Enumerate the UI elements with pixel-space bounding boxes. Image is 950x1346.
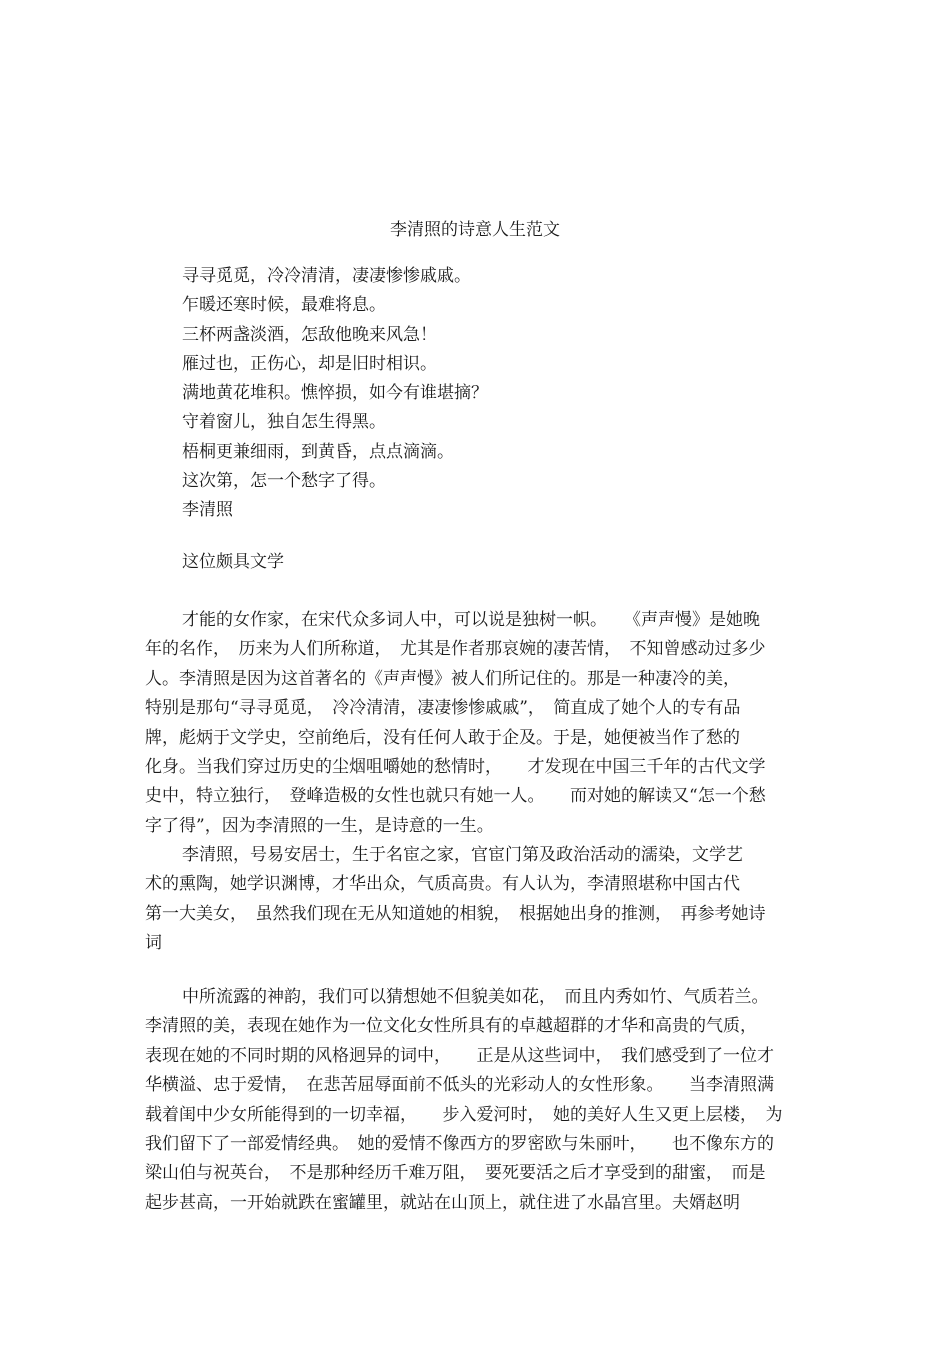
text-line: 特别是那句“寻寻觅觅， 冷冷清清，凄凄惨惨戚戚”， 简直成了她个人的专有品 (145, 698, 741, 719)
document-title: 李清照的诗意人生范文 (390, 220, 560, 240)
text-line: 词 (145, 933, 162, 954)
poem-line: 守着窗儿，独自怎生得黑。 (182, 412, 386, 433)
text-line: 才能的女作家，在宋代众多词人中，可以说是独树一帜。 《声声慢》是她晚 (182, 610, 760, 630)
poem-line: 梧桐更兼细雨，到黄昏，点点滴滴。 (182, 441, 454, 462)
text-line: 载着闺中少女所能得到的一切幸福， 步入爱河时， 她的美好人生又更上层楼， 为 (145, 1104, 783, 1125)
text-line: 起步甚高，一开始就跌在蜜罐里，就站在山顶上，就住进了水晶宫里。夫婿赵明 (145, 1192, 740, 1213)
text-line: 李清照，号易安居士，生于名宦之家，官宦门第及政治活动的濡染，文学艺 (182, 845, 743, 865)
text-line: 李清照的美，表现在她作为一位文化女性所具有的卓越超群的才华和高贵的气质， (145, 1016, 757, 1037)
section-subheading: 这位颇具文学 (182, 552, 284, 572)
poem-line: 寻寻觅觅，冷冷清清，凄凄惨惨戚戚。 (182, 266, 471, 286)
text-line: 我们留下了一部爱情经典。 她的爱情不像西方的罗密欧与朱丽叶， 也不像东方的 (145, 1133, 774, 1154)
paragraph-1 (145, 606, 805, 841)
text-line: 史中，特立独行， 登峰造极的女性也就只有她一人。 而对她的解读又“怎一个愁 (145, 786, 766, 807)
poem-block (182, 262, 802, 526)
paragraph-3 (145, 983, 805, 1218)
poem-line: 雁过也，正伤心，却是旧时相识。 (182, 353, 437, 374)
text-line: 牌，彪炳于文学史，空前绝后，没有任何人敢于企及。于是，她便被当作了愁的 (145, 727, 740, 748)
poem-author: 李清照 (182, 500, 233, 521)
poem-line: 这次第，怎一个愁字了得。 (182, 471, 386, 492)
text-line: 表现在她的不同时期的风格迥异的词中， 正是从这些词中， 我们感受到了一位才 (145, 1045, 774, 1066)
text-line: 中所流露的神韵，我们可以猜想她不但貌美如花， 而且内秀如竹、气质若兰。 (182, 987, 769, 1007)
text-line: 化身。当我们穿过历史的尘烟咀嚼她的愁情时， 才发现在中国三千年的古代文学 (145, 756, 766, 777)
text-line: 梁山伯与祝英台， 不是那种经历千难万阻， 要死要活之后才享受到的甜蜜， 而是 (145, 1163, 766, 1184)
poem-line: 满地黄花堆积。憔悴损，如今有谁堪摘？ (182, 383, 488, 404)
poem-line: 三杯两盏淡酒，怎敌他晚来风急！ (182, 324, 437, 345)
text-line: 第一大美女， 虽然我们现在无从知道她的相貌， 根据她出身的推测， 再参考她诗 (145, 903, 766, 924)
text-line: 人。李清照是因为这首著名的《声声慢》被人们所记住的。那是一种凄冷的美， (145, 668, 740, 689)
paragraph-2 (145, 841, 805, 959)
text-line: 年的名作， 历来为人们所称道， 尤其是作者那哀婉的凄苦情， 不知曾感动过多少 (145, 639, 766, 660)
text-line: 华横溢、忠于爱情， 在悲苦屈辱面前不低头的光彩动人的女性形象。 当李清照满 (145, 1075, 774, 1096)
text-line: 术的熏陶，她学识渊博，才华出众，气质高贵。有人认为，李清照堪称中国古代 (145, 874, 740, 895)
text-line: 字了得”，因为李清照的一生，是诗意的一生。 (145, 815, 494, 836)
poem-line: 乍暖还寒时候，最难将息。 (182, 295, 386, 316)
